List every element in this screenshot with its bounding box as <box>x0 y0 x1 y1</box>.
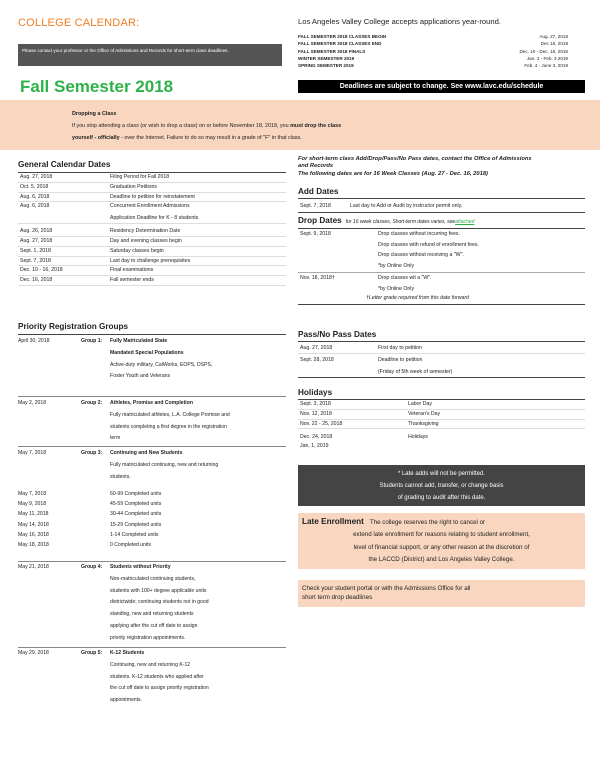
dropping-line-2: yourself - officially - over the Internet. Failure to do so may result in a grade of "F" in that class. <box>72 135 302 141</box>
table-row: FALL SEMESTER 2018 FINALS Dec. 10 - Dec. 16, 2018 <box>298 48 568 54</box>
semester-dates-table <box>298 33 568 69</box>
list-item: May 11, 2018 30-44 Completed units <box>18 511 162 518</box>
section-heading: Drop Dates <box>298 216 342 225</box>
calendar-heading: COLLEGE CALENDAR: <box>18 17 140 29</box>
list-item: May 14, 2018 15-29 Completed units <box>18 521 162 528</box>
table-row: (Friday of 5th week of semester) <box>298 366 585 378</box>
section-heading: Add Dates <box>298 187 339 196</box>
section-heading: General Calendar Dates <box>18 160 111 169</box>
table-row: Nov. 12, 2018 Veteran's Day <box>298 410 585 420</box>
list-item: May 16, 2018 1-14 Completed units <box>18 531 159 538</box>
table-row: FALL SEMESTER 2018 CLASSES BEGIN Aug. 27, 2018 <box>298 34 568 39</box>
table-row: Sept. 28, 2018 Deadline to petition <box>300 357 423 363</box>
priority-group-1: April 30, 2018 Group 1: Fully Matriculated State Mandated Special Populations Active-duty military, CalWorks, EOPS, DSPS, Foster Youth and Veterans <box>18 338 213 380</box>
priority-registration-section <box>18 322 286 335</box>
list-item: May 18, 2018 0 Completed units <box>18 542 152 549</box>
table-row: Aug. 6, 2018 Deadline to petition for reinstatement <box>18 193 286 203</box>
table-row: Aug. 26, 2018 Residency Determination Date <box>18 227 286 237</box>
table-row: SPRING SEMESTER 2019 Feb. 4 - June 3, 2019 <box>298 63 568 69</box>
table-row: Application Deadline for K - 8 students <box>18 212 286 224</box>
priority-group-3: May 7, 2018 Group 3: Continuing and New Students Fully matriculated continuing, new and returning students. <box>18 450 219 480</box>
holidays-section <box>298 388 585 450</box>
table-row: Sept. 7, 2018 Last day to Add or Audit by instructor permit only. <box>298 199 585 213</box>
attached-link[interactable]: attached <box>455 219 475 225</box>
accept-text: Los Angeles Valley College accepts applications year-round. <box>298 17 501 26</box>
priority-group-5: May 29, 2018 Group 5: K-12 Students Continuing, new and returning K-12 students. K-12 students who applied after the cut off date to assign priority registration appointments. <box>18 650 209 704</box>
section-heading: Holidays <box>298 388 333 397</box>
table-row: Aug. 27, 2018 Day and evening classes begin <box>18 237 286 247</box>
section-heading: Priority Registration Groups <box>18 322 129 331</box>
table-row: Dec. 10 - 16, 2018 Final examinations <box>18 266 286 276</box>
dropping-title: Dropping a Class <box>72 111 117 117</box>
general-calendar-section <box>18 160 286 286</box>
table-row: Aug. 27, 2018 Filing Period for Fall 2018 <box>18 173 286 183</box>
check-portal-box: Check your student portal or with the Admissions Office for all short term drop deadlines <box>298 580 585 607</box>
table-row: Sept. 7, 2018 Last day to challenge prerequisites <box>18 257 286 267</box>
table-row: Dec. 16, 2018 Fall semester ends <box>18 276 286 286</box>
dropping-class-box <box>0 100 600 150</box>
table-row: Jan. 1, 2019 <box>300 442 329 449</box>
late-adds-box: * Late adds will not be permitted. Students cannot add, transfer, or change basis of grading to audit after this date. <box>298 465 585 506</box>
table-row: Dec. 24, 2018 Holidays <box>300 434 428 441</box>
table-row: Aug. 27, 2018 First day to petition <box>298 342 585 354</box>
short-term-info: For short-term class Add/Drop/Pass/No Pass dates, contact the Office of Admissions and Records The following dates are for 16 Week Classes (Aug. 27 - Dec. 16, 2018) <box>298 156 532 177</box>
late-enrollment-box: Late Enrollment The college reserves the right to cancel or extend late enrollment for reasons relating to student enrollment, level of financial support, or any other reason at the discretion of the LACCD (District) and Los Angeles Valley College. <box>298 513 585 569</box>
deadlines-bar: Deadlines are subject to change. See www.lavc.edu/schedule <box>298 80 585 93</box>
drop-dates-section: Drop Dates for 16 week classes, Short-term dates varies, see attached Sept. 9, 2018 Drop classes without incurring fees. Drop classes with refund of enrollment fees. Drop classes without receiving a "W". *by Online Only Nov. 18, 2018† Drop classes wit a "W". *by Online Only †Letter grade required from this date forward <box>298 216 585 305</box>
table-row: Oct. 5, 2018 Graduation Petitions <box>18 183 286 193</box>
priority-group-4: May 21, 2018 Group 4: Students without Priority Non-matriculated continuing students, students with 100+ degree applicable units districtwide; continuing students not in good standing, new and returning students applying after the cut off date to assign priority registration appointments. <box>18 564 209 641</box>
short-term-note: Please contact your professor or the Office of Admissions and Records for short-term class deadlines. <box>18 44 282 66</box>
table-row: Nov. 22 - 25, 2018 Thanksgiving <box>298 420 585 430</box>
list-item: May 7, 2018 60-99 Completed units <box>18 491 162 497</box>
section-heading: Pass/No Pass Dates <box>298 330 377 339</box>
completed-units-list <box>18 489 286 550</box>
list-item: May 9, 2018 45-59 Completed units <box>18 501 162 508</box>
page-title: Fall Semester 2018 <box>20 77 174 96</box>
priority-group-2: May 2, 2018 Group 2: Athletes, Promise and Completion Fully matriculated athletes, L.A. College Promise and students completing a first degree in the registration term <box>18 400 230 442</box>
add-dates-section <box>298 187 585 213</box>
table-row: Sept. 1, 2018 Saturday classes begin <box>18 247 286 257</box>
dropping-line-1: If you stop attending a class (or wish to drop a class) on or before November 18, 2018, you must drop the class <box>72 123 342 129</box>
table-row: Sept. 3, 2018 Labor Day <box>298 400 585 410</box>
table-row: WINTER SEMESTER 2019 Jan. 2 - Feb. 3 2019 <box>298 55 568 61</box>
pass-no-pass-section <box>298 330 585 378</box>
table-row: FALL SEMESTER 2018 CLASSES END Dec 16, 2018 <box>298 41 568 47</box>
table-row: Aug. 6, 2018 Concurrent Enrollment Admissions <box>20 203 190 210</box>
